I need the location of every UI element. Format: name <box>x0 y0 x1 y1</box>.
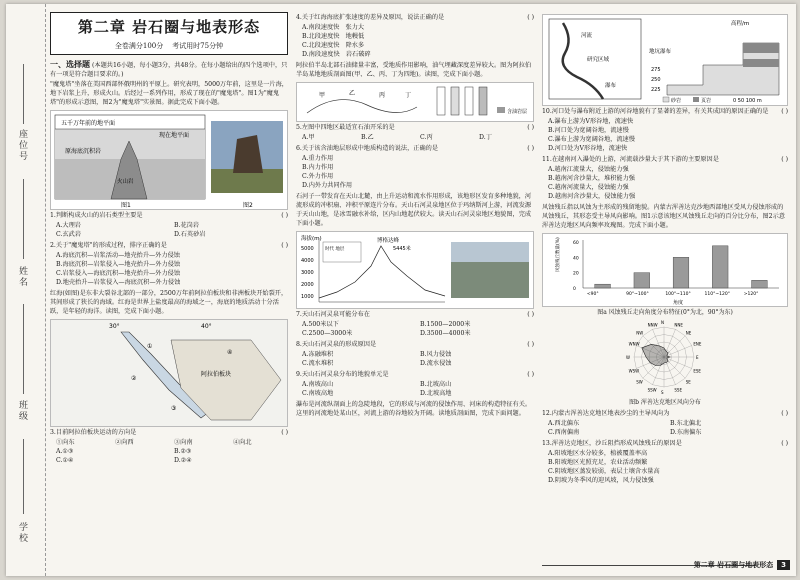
q3-option-c[interactable]: C.①④ <box>56 456 74 464</box>
bar <box>595 284 611 288</box>
q13-option-c[interactable]: C.阴坡地区蒸发较弱，表层土壤含水量高 <box>548 468 660 476</box>
elevation-label: 高程/m <box>731 21 750 27</box>
red-sea-map <box>50 319 288 427</box>
exam-page <box>6 4 796 576</box>
q11-option-a[interactable]: A.越南江流量大，侵蚀能力强 <box>548 165 629 173</box>
q5-option-b[interactable]: B.乙 <box>361 133 374 141</box>
q3-options <box>50 448 288 466</box>
svg-text:225: 225 <box>651 87 661 93</box>
question-5: 5.左图中四地区最适宜石油开采的是 ( ) <box>296 123 534 131</box>
bar <box>752 280 768 288</box>
marker-3: ③ <box>171 404 177 412</box>
radar-direction-label: ENE <box>693 342 702 348</box>
question-13: 13.浑善达克地区，沙丘阻挡形成风蚀残丘的原因是 ( ) <box>542 440 788 448</box>
svg-text:1000: 1000 <box>301 293 314 300</box>
q8-option-c[interactable]: C.流水堆积 <box>302 359 334 367</box>
chapter-header <box>50 12 288 55</box>
q8-option-b[interactable]: B.风力侵蚀 <box>420 350 452 358</box>
q12-option-a[interactable]: A.西北偏东 <box>548 420 580 428</box>
svg-text:250: 250 <box>651 77 661 83</box>
radar-direction-label: WNW <box>628 342 640 348</box>
bar <box>673 257 689 288</box>
bar-ytick: 0 <box>573 286 576 292</box>
radar-direction-label: S <box>661 390 664 396</box>
falls-label: 瀑布 <box>605 83 617 89</box>
q11-option-b[interactable]: B.越南河含沙量大，堆积能力强 <box>548 174 635 182</box>
lon-30-label: 30° <box>109 322 120 330</box>
q10-options <box>542 118 788 154</box>
arabian-plate-label: 阿拉伯板块 <box>201 370 232 378</box>
svg-text:2000: 2000 <box>301 281 314 288</box>
q2-option-c[interactable]: C.岩浆侵入—海底沉积—地壳抬升—外力侵蚀 <box>56 269 181 277</box>
geo-label-ding: 丁 <box>405 91 412 99</box>
q6-option-d[interactable]: D.内外力共同作用 <box>302 181 353 189</box>
fig1-caption: 图1 <box>121 201 131 209</box>
devils-tower-figure <box>50 110 288 210</box>
bar-category-label: 100°~110° <box>665 291 691 297</box>
q8-options <box>296 351 534 369</box>
column-2 <box>296 12 534 420</box>
q5-option-c[interactable]: C.丙 <box>420 133 433 141</box>
radar-direction-label: NW <box>636 330 644 336</box>
bar-category-label: 90°~100° <box>626 291 649 297</box>
radar-series <box>642 345 670 366</box>
q3-option-a[interactable]: A.①③ <box>56 447 74 455</box>
page-footer <box>694 560 790 570</box>
wind-rose-title: 图b 浑善达克地区风向分布 <box>629 399 701 407</box>
radar-direction-label: ESE <box>693 368 701 374</box>
q3-option-b[interactable]: B.②③ <box>174 447 192 455</box>
radar-direction-label: N <box>661 320 664 326</box>
q4-option-c[interactable]: C.北段速度快 降水多 <box>302 41 365 49</box>
q4-option-b[interactable]: B.北段速度快 地幔低 <box>302 32 365 40</box>
q8-option-d[interactable]: D.流水侵蚀 <box>420 359 452 367</box>
bar-category-label: 110°~120° <box>704 291 730 297</box>
q2-options <box>50 252 288 288</box>
radar-direction-label: SSW <box>647 387 657 393</box>
wind-erosion-bar-chart <box>542 233 788 307</box>
passage-4: 石河子一带发育在天山北麓，由上升运动和流水作用形成，该地形区发育多种地貌，河流形成的冲积扇、冲积平原连片分布。天山石河灵泉地区位于玛纳斯河上游，河流发源于天山山地，是冰雪融水补给，区内山地起伏较大。读天山石河灵泉地区地貌图，完成下面小题。 <box>296 192 532 227</box>
question-10: 10.河口处与瀑布附近上游的河谷地貌有了显著的差异，有关其成因的原因正确的是 ( ) <box>542 108 788 115</box>
bar-category-label: >120° <box>743 291 759 297</box>
svg-text:3000: 3000 <box>301 269 314 276</box>
q10-option-d[interactable]: D.河口处为V形谷地，流速快 <box>548 144 628 152</box>
page-number: 3 <box>777 560 790 570</box>
section-heading: 一、选择题 <box>50 59 90 69</box>
chapter-title: 第二章 岩石圈与地表形态 <box>77 18 261 36</box>
bar-ytick: 60 <box>573 240 579 246</box>
geo-label-jia: 甲 <box>319 91 326 99</box>
legend-shale: 页岩 <box>701 98 712 104</box>
radar-direction-label: NNW <box>647 323 658 329</box>
q4-option-a[interactable]: A.南段速度快 张力大 <box>302 23 365 31</box>
radar-direction-label: W <box>626 355 630 361</box>
q9-option-d[interactable]: D.北坡高地 <box>420 389 452 397</box>
passage-2: 红海(如图)是东非大裂谷北部的一部分，2500万年前阿拉伯板块和非洲板块开始裂开，其间形成了狭长的海域。红海是世界上盐度最高的海域之一，海底的地质活动十分活跃，是年轻的海洋。读图，完成下面小题。 <box>50 289 288 315</box>
full-score: 全卷满分100分 <box>114 41 164 50</box>
fig2-caption: 图2 <box>243 201 253 209</box>
peak-altitude: 5445米 <box>393 245 411 252</box>
q10-option-a[interactable]: A.瀑布上游为V形谷地，流速快 <box>548 117 634 125</box>
q1-option-a[interactable]: A.大理岩 <box>56 221 81 229</box>
class-label: 班级 <box>17 400 27 422</box>
q8-option-a[interactable]: A.冻融堆积 <box>302 350 334 358</box>
bar-xlabel: 角度 <box>673 299 684 306</box>
q1-options <box>50 222 288 240</box>
q2-option-a[interactable]: A.海底沉积—岩浆活动—地壳抬升—外力侵蚀 <box>56 251 180 259</box>
bar <box>712 246 728 288</box>
q6-option-c[interactable]: C.外力作用 <box>302 172 334 180</box>
exam-time: 考试用时75分钟 <box>172 41 224 50</box>
binding-strip <box>6 4 46 576</box>
question-12: 12.内蒙古浑善达克地区地表沙尘的主导风向为 ( ) <box>542 410 788 418</box>
question-9: 9.天山石河灵泉分布的地貌单元是 ( ) <box>296 370 534 378</box>
q9-option-b[interactable]: B.北坡高山 <box>420 380 452 388</box>
q6-option-b[interactable]: B.内力作用 <box>302 163 334 171</box>
question-1: 1.判断构成火山的岩石类型主要是 ( ) <box>50 211 288 219</box>
q2-option-d[interactable]: D.地壳抬升—岩浆侵入—海底沉积—外力侵蚀 <box>56 278 181 286</box>
school-label: 学校 <box>17 522 27 544</box>
q9-option-c[interactable]: C.南坡高地 <box>302 389 334 397</box>
q9-options <box>296 381 534 399</box>
radar-direction-label: E <box>696 355 699 361</box>
q7-option-d[interactable]: D.3500—4000米 <box>420 329 471 337</box>
study-area-label: 研究区域 <box>587 57 610 63</box>
svg-text:4000: 4000 <box>301 257 314 264</box>
scale-bar: 0 50 100 m <box>733 98 762 104</box>
q3-choices: ①向东 ②向西 ③向南 ④向北 <box>56 438 252 446</box>
q1-option-b[interactable]: B.花岗岩 <box>174 221 200 229</box>
radar-direction-label: SW <box>636 380 643 386</box>
altitude-profile-figure <box>296 231 534 309</box>
name-label: 姓名 <box>17 266 27 288</box>
bar-ytick: 20 <box>573 271 579 277</box>
q13-option-a[interactable]: A.阳坡地区水分较多，植被覆盖率高 <box>548 450 648 458</box>
seat-label: 座位号 <box>17 129 27 162</box>
footer-chapter: 第二章 岩石圈与地表形态 <box>693 561 774 569</box>
section-instruction: (本题共16小题，每小题3分，共48分。在每小题给出的四个选项中，只有一项是符合题目要求的。) <box>50 61 288 78</box>
q5-options <box>296 134 534 143</box>
q6-options <box>296 155 534 191</box>
alt-axis-title: 海拔(m) <box>301 235 322 242</box>
label-now-surface: 现在地平面 <box>159 131 190 139</box>
q13-options <box>542 450 788 486</box>
marker-2: ② <box>131 374 137 382</box>
formation-diagram <box>51 111 287 209</box>
chapter-meta <box>57 41 281 51</box>
q4-option-d[interactable]: D.南段速度快 岩石破碎 <box>302 50 371 58</box>
q5-option-a[interactable]: A.甲 <box>302 133 315 141</box>
q5-option-d[interactable]: D.丁 <box>479 133 492 141</box>
q12-options <box>542 420 788 438</box>
question-11: 11.在越南河入瀑处的上游，河流载沙量大于其下游的主要原因是 ( ) <box>542 155 788 163</box>
svg-text:275: 275 <box>651 67 661 73</box>
bar-chart-title: 图a 风蚀残丘走向角度分布特征(0°为北，90°为东) <box>597 308 733 316</box>
geo-label-yi: 乙 <box>349 89 356 97</box>
question-3: 3.目前阿拉伯板块运动的方向是 ( ) <box>50 428 288 436</box>
q4-options <box>296 24 534 60</box>
q3-option-d[interactable]: D.②④ <box>174 456 192 464</box>
geo-label-bing: 丙 <box>379 91 386 99</box>
q2-option-b[interactable]: B.海底沉积—岩浆侵入—地壳抬升—外力侵蚀 <box>56 260 181 268</box>
q12-option-b[interactable]: B.东北偏北 <box>670 420 702 428</box>
radar-direction-label: SE <box>685 380 691 386</box>
svg-text:5000: 5000 <box>301 245 314 252</box>
column-3 <box>542 12 788 486</box>
q11-option-c[interactable]: C.越南河流量大，侵蚀能力强 <box>548 183 629 191</box>
pit-falls-label: 地坑瀑布 <box>649 49 672 55</box>
radar-direction-label: WSW <box>628 368 640 374</box>
q10-option-c[interactable]: C.瀑布上游为宽阔谷地，流速慢 <box>548 135 635 143</box>
passage-1: "魔鬼塔"坐落在美国西部怀俄明州的平原上。研究表明，5000万年前，这里是一片海，地下岩浆上升，形成火山。后经过一系列作用，形成了现在的"魔鬼塔"。图1为"魔鬼塔"的形成示意图，图2为"魔鬼塔"实景图。据此完成下面小题。 <box>50 80 288 106</box>
q1-option-d[interactable]: D.石英砂岩 <box>174 230 206 238</box>
lon-40-label: 40° <box>201 322 212 330</box>
peak-label: 博格达峰 <box>377 237 400 244</box>
marker-1: ① <box>147 342 153 350</box>
question-8: 8.天山石河灵泉的形成原因是 ( ) <box>296 340 534 348</box>
q7-option-a[interactable]: A.500米以下 <box>302 320 339 328</box>
bar-ylabel: 风蚀残丘数量(%) <box>556 237 561 272</box>
bar-ytick: 40 <box>573 256 579 262</box>
label-sea-rock: 原海底沉积岩 <box>65 147 102 155</box>
question-2: 2.关于"魔鬼塔"的形成过程，排序正确的是 ( ) <box>50 241 288 249</box>
q11-option-d[interactable]: D.越南河含沙量大，侵蚀能力强 <box>548 192 636 200</box>
radar-direction-label: NE <box>685 330 692 336</box>
q7-option-c[interactable]: C.2500—3000米 <box>302 329 353 337</box>
q13-option-b[interactable]: B.阳坡地区光照充足，农业活动频繁 <box>548 459 648 467</box>
radar-direction-label: SSE <box>674 387 683 393</box>
table-head: 时代 地层 <box>325 246 345 252</box>
q11-options <box>542 166 788 202</box>
label-volcano-rock: 火山岩 <box>117 178 134 185</box>
q13-option-d[interactable]: D.阴坡为冬季风的迎风坡，风力侵蚀强 <box>548 477 654 485</box>
q7-option-b[interactable]: B.1500—2000米 <box>420 320 471 328</box>
question-4: 4.关于红海海底扩张速度的差异及原因，说法正确的是 ( ) <box>296 14 534 21</box>
passage-6: 风蚀残丘指以风蚀为主形成的残留地貌。内蒙古浑善达克沙地西部地区受风力侵蚀形成的风蚀残丘，其形态受主导风向影响。图1示意该地区风蚀残丘走向的百分比分布，图2示意浑善达克地区风向频率玫瑰图。完成下面小题。 <box>542 203 785 229</box>
column-1 <box>50 12 288 466</box>
legend-sandstone: 砂岩 <box>671 98 682 104</box>
wind-rose-figure <box>542 319 788 397</box>
q7-options <box>296 321 534 339</box>
q1-option-c[interactable]: C.玄武岩 <box>56 230 82 238</box>
passage-3: 阿拉伯半岛北部石油储量丰富，受地质作用影响，油气埋藏深度差异较大。图为阿拉伯半岛某地地质剖面图(甲、乙、丙、丁为四地)。读图，完成下面小题。 <box>296 61 532 78</box>
question-6: 6.关于该含油地层形成中地质构造的说法，正确的是 ( ) <box>296 144 534 152</box>
q12-option-d[interactable]: D.东南偏东 <box>670 429 702 437</box>
bar <box>634 272 650 287</box>
question-7: 7.天山石河灵泉可能分布在 ( ) <box>296 310 534 318</box>
q9-option-a[interactable]: A.南坡高山 <box>302 380 334 388</box>
radar-direction-label: NNE <box>674 323 683 329</box>
q6-option-a[interactable]: A.重力作用 <box>302 154 334 162</box>
q10-option-b[interactable]: B.河口处为宽阔谷地，流速慢 <box>548 126 629 134</box>
marker-4: ④ <box>227 348 233 356</box>
bar-category-label: <90° <box>586 291 599 297</box>
river-falls-figure <box>542 14 788 106</box>
oil-legend: 含油岩层 <box>507 108 528 115</box>
label-old-surface: 五千万年前的地平面 <box>61 119 116 127</box>
q12-option-c[interactable]: C.西南偏南 <box>548 429 580 437</box>
river-label: 河流 <box>581 33 593 39</box>
passage-5: 瀑布是河流纵剖面上的急陡地段，它的形成与河流的侵蚀作用、河床的构造特征有关。这里的河流地处某山区，河流上游的谷地较为开阔。读地质剖面图，完成下面问题。 <box>296 400 532 417</box>
geology-section-figure <box>296 82 534 122</box>
